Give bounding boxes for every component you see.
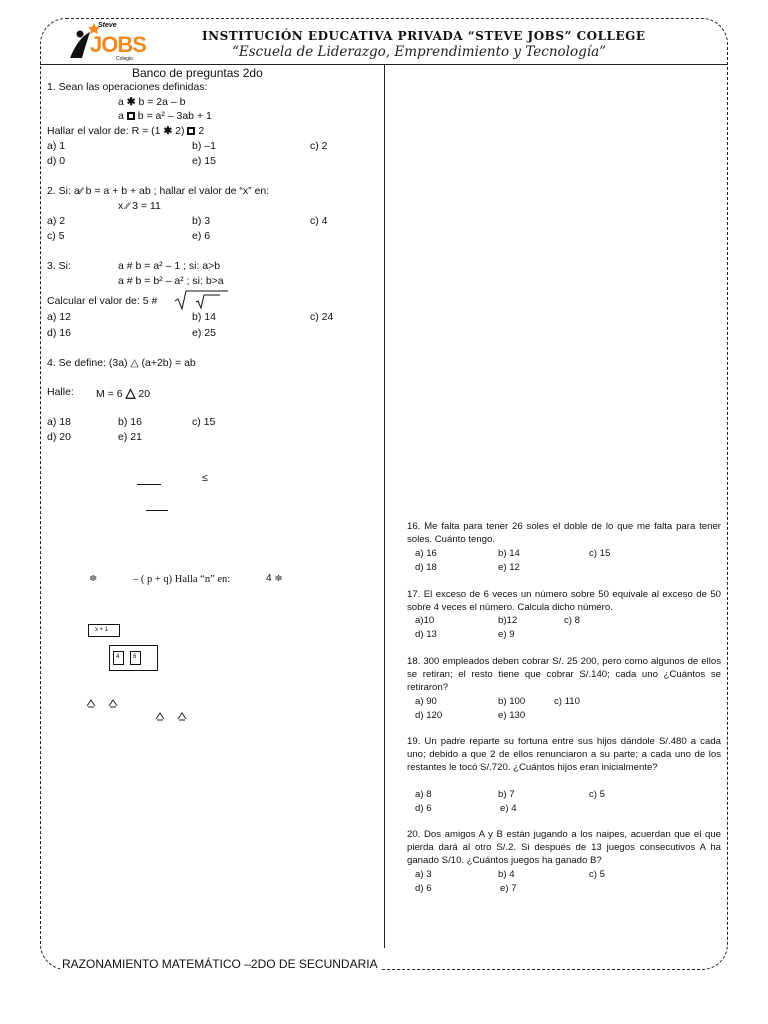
option: c) 8 [564, 615, 580, 626]
q17-text: 17. El exceso de 6 veces un número sobre 50 equivale al exceso de 50 sobre 4 veces el número. Calcula dicho número. [407, 589, 721, 613]
box-text: x + 1 [95, 627, 109, 633]
pq-four: 4 ≑ [266, 573, 283, 584]
option: e) 21 [118, 431, 142, 443]
q1-intro: 1. Sean las operaciones definidas: [47, 81, 208, 93]
q20-text: 20. Dos amigos A y B están jugando a los naipes, acuerdan que el que pierda dará al otro S/.2. Si después de 13 juegos consecutivos A ha ganado S/10. ¿Cuántos juegos ha ganado B? [407, 829, 721, 866]
option: e) 25 [192, 327, 216, 339]
q1-def2-rest: b = a² – 3ab + 1 [137, 110, 212, 122]
option: d) 18 [415, 562, 437, 573]
option: b) 100 [498, 696, 526, 707]
option: d) 16 [47, 327, 71, 339]
fraction-bar [146, 510, 168, 511]
q2-intro-rest: b = a + b + ab ; hallar el valor de “x” en: [85, 185, 270, 197]
page-footer: RAZONAMIENTO MATEMÁTICO –2DO DE SECUNDARIA [62, 957, 378, 971]
q1-ask-end: 2 [198, 125, 205, 137]
q2-intro [47, 185, 269, 198]
q2-equation [118, 200, 161, 213]
leq-symbol: ≤ [202, 472, 208, 484]
q2-eq-x: x [118, 200, 124, 212]
slash-op-icon: ⁄⁄ [126, 201, 130, 211]
triangle-op-icon: △ [125, 385, 136, 400]
option: b) –1 [192, 140, 216, 152]
option: a) 16 [415, 548, 437, 559]
q4-m-post: 20 [138, 388, 151, 400]
logo-colegio: Colegio [116, 56, 133, 62]
option: a) 2 [47, 215, 66, 227]
option: d) 120 [415, 710, 443, 721]
option: c) 24 [310, 311, 334, 323]
bank-title: Banco de preguntas 2do [132, 66, 263, 80]
q3-def2: a # b = b² – a² ; si: b>a [118, 275, 224, 287]
q4-m-pre: M = 6 [96, 388, 123, 400]
option: a)10 [415, 615, 435, 626]
q16-text: 16. Me falta para tener 26 soles el doble de lo que me falta para tener soles. Cuánto tengo. [407, 521, 721, 545]
option: a) 1 [47, 140, 66, 152]
hat-symbol-icon [108, 698, 118, 708]
number-box [113, 651, 124, 665]
q1-def2 [118, 110, 212, 123]
option: b) 7 [498, 789, 515, 800]
logo-steve: Steve [98, 22, 117, 29]
option: c) 2 [310, 140, 328, 152]
school-name: INSTITUCIÓN EDUCATIVA PRIVADA “STEVE JOBS” COLLEGE [202, 29, 646, 43]
q1-ask-mid: 2) [175, 125, 185, 137]
option: e) 7 [500, 883, 517, 894]
asterisk-op-icon: ✱ [163, 125, 173, 137]
q4-halle: Halle: [47, 386, 74, 398]
option: c) 5 [589, 869, 605, 880]
option: d) 6 [415, 803, 432, 814]
box-6: 6 [133, 654, 137, 660]
option: e) 15 [192, 155, 216, 167]
option: e) 4 [500, 803, 517, 814]
option: e) 9 [498, 629, 515, 640]
option: b) 14 [192, 311, 216, 323]
option: c) 5 [47, 230, 65, 242]
option: b)12 [498, 615, 518, 626]
option: d) 6 [415, 883, 432, 894]
expression-box [88, 624, 120, 637]
option: e) 130 [498, 710, 526, 721]
option: a) 90 [415, 696, 437, 707]
option: a) 3 [415, 869, 432, 880]
fraction-bar [137, 484, 161, 485]
pq-symbol: ≑ [89, 573, 98, 584]
q3-ask: Calcular el valor de: 5 # [47, 295, 158, 307]
option: a) 18 [47, 416, 71, 428]
pq-text: – ( p + q) Halla “n” en: [133, 574, 231, 585]
option: c) 5 [589, 789, 605, 800]
option: e) 12 [498, 562, 520, 573]
asterisk-op-icon: ✱ [126, 96, 136, 108]
option: d) 20 [47, 431, 71, 443]
option: a) 12 [47, 311, 71, 323]
q1-ask [47, 125, 204, 138]
option: b) 14 [498, 548, 520, 559]
q1-def2-a: a [118, 110, 124, 122]
q1-def1-rest: b = 2a – b [138, 96, 186, 108]
hat-symbol-icon [155, 711, 165, 721]
option: d) 0 [47, 155, 66, 167]
q2-intro-pre: 2. Si: a [47, 185, 80, 197]
option: c) 15 [192, 416, 216, 428]
q2-eq-rest: 3 = 11 [132, 200, 161, 212]
slash-op-icon: ⁄⁄ [79, 186, 83, 196]
number-box [130, 651, 141, 665]
square-op-icon [127, 112, 135, 120]
hat-symbol-icon [177, 711, 187, 721]
option: b) 16 [118, 416, 142, 428]
q4-def-pre: 4. Se define: (3a) [47, 357, 128, 369]
option: c) 15 [589, 548, 611, 559]
logo-jobs: JOBS [90, 32, 146, 57]
option: e) 6 [192, 230, 211, 242]
q3-def1: a # b = a² – 1 ; si: a>b [118, 260, 221, 272]
q1-ask-pre: Hallar el valor de: R = (1 [47, 125, 161, 137]
column-divider [384, 64, 385, 948]
nested-radical-icon [174, 289, 230, 311]
option: b) 4 [498, 869, 515, 880]
hat-symbol-icon [86, 698, 96, 708]
q19-text: 19. Un padre reparte su fortuna entre sus hijos dándole S/.480 a cada uno; debido a que 2 de ellos renunciaron a su parte; a cada uno de los restantes le tocó S/.720. ¿Cuántos hijos eran inicialmente? [407, 736, 721, 773]
q3-si: 3. Si: [47, 260, 71, 272]
q4-def-post: (a+2b) = ab [141, 357, 196, 369]
option: d) 13 [415, 629, 437, 640]
q1-def1-a: a [118, 96, 124, 108]
box-4: 4 [116, 654, 120, 660]
option: a) 8 [415, 789, 432, 800]
school-logo [60, 18, 160, 64]
option: c) 110 [554, 696, 580, 707]
q4-definition [47, 357, 196, 370]
option: b) 3 [192, 215, 211, 227]
q18-text: 18. 300 empleados deben cobrar S/. 25 200, pero como algunos de ellos se retiran; el resto tiene que cobrar S/.140; cada uno ¿Cuántos se retiraron? [407, 656, 721, 693]
q1-def1 [118, 96, 186, 109]
q4-m [96, 386, 150, 401]
square-op-icon [187, 127, 195, 135]
triangle-op-icon: △ [130, 357, 139, 369]
option: c) 4 [310, 215, 328, 227]
school-motto: “Escuela de Liderazgo, Emprendimiento y Tecnología” [232, 44, 607, 60]
